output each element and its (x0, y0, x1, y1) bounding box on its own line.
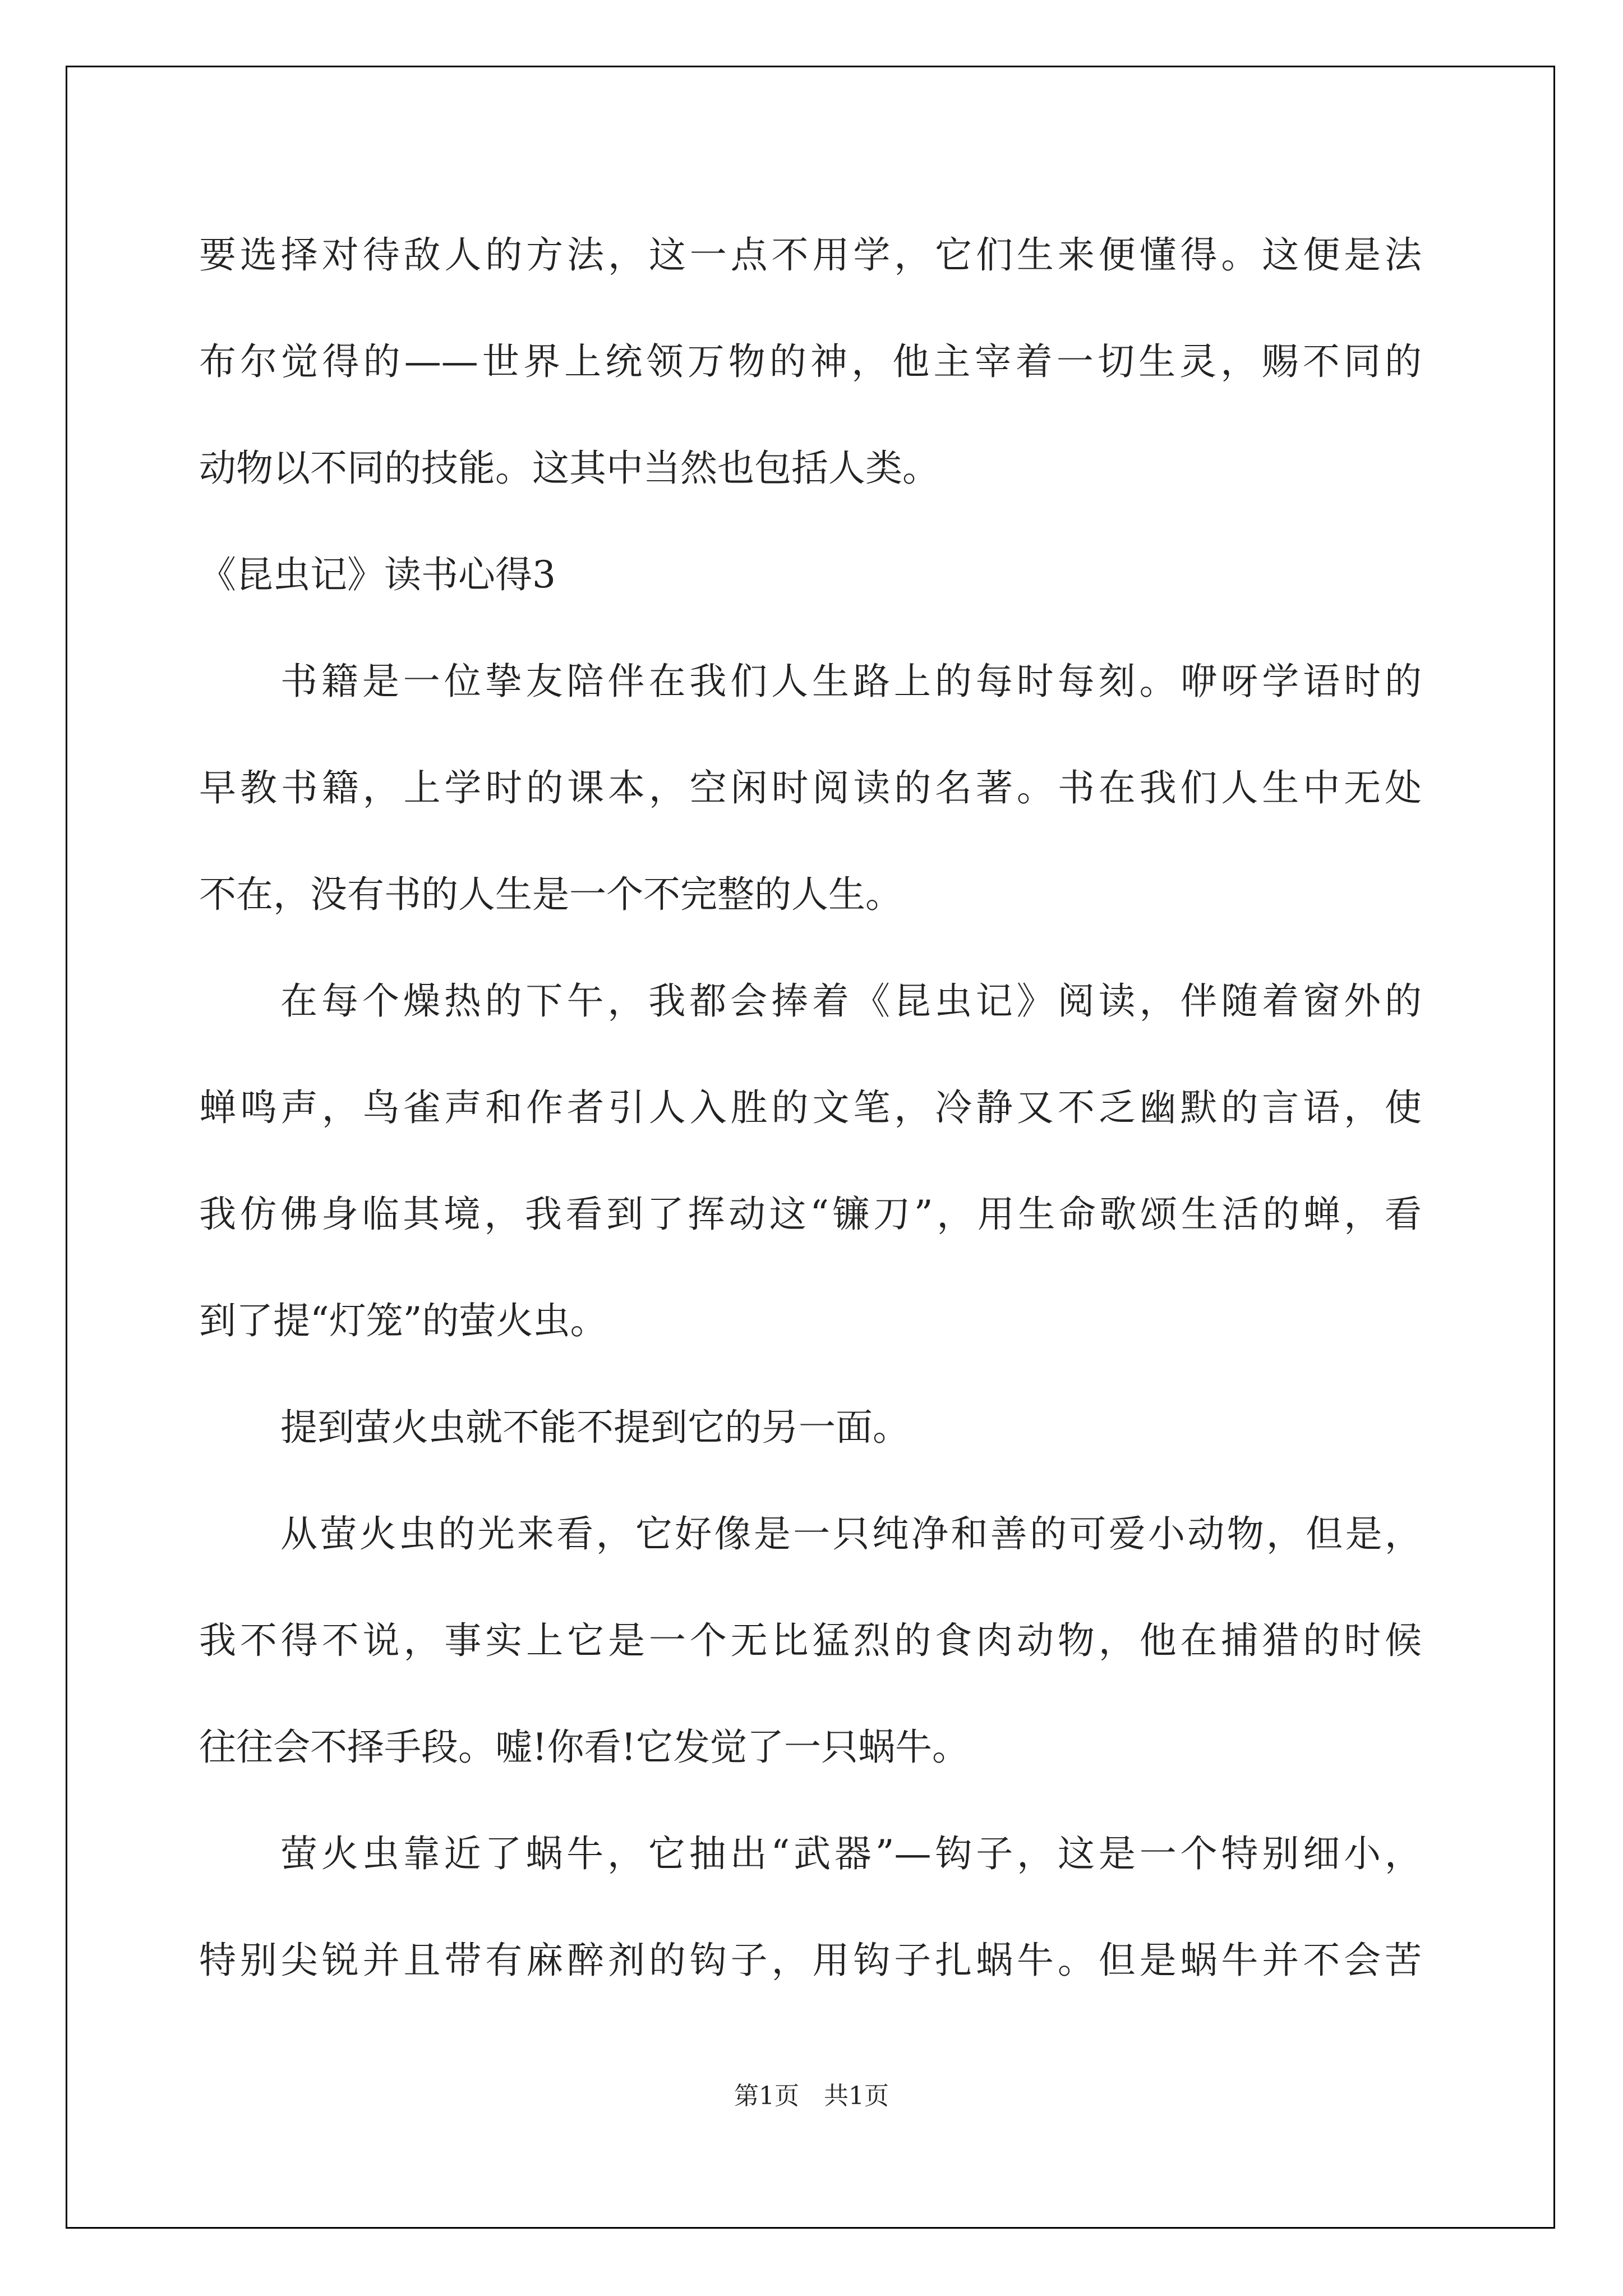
text-line: 要选择对待敌人的方法，这一点不用学，它们生来便懂得。这便是法 (199, 233, 1422, 277)
page-footer: 第1页 共1页 (734, 2082, 889, 2110)
text-line: 不在，没有书的人生是一个不完整的人生。 (199, 873, 902, 916)
text-line: 从萤火虫的光来看，它好像是一只纯净和善的可爱小动物，但是， (280, 1512, 1422, 1556)
text-line: 萤火虫靠近了蜗牛，它抽出“武器”—钩子，这是一个特别细小， (280, 1832, 1422, 1875)
text-line: 在每个燥热的下午，我都会捧着《昆虫记》阅读，伴随着窗外的 (280, 979, 1422, 1023)
text-line: 蝉鸣声，鸟雀声和作者引人入胜的文笔，冷静又不乏幽默的言语，使 (199, 1086, 1422, 1129)
text-line: 特别尖锐并且带有麻醉剂的钩子，用钩子扎蜗牛。但是蜗牛并不会苦 (199, 1939, 1422, 1982)
text-line: 书籍是一位挚友陪伴在我们人生路上的每时每刻。咿呀学语时的 (280, 660, 1422, 703)
section-heading: 《昆虫记》读书心得3 (199, 553, 556, 596)
text-line: 到了提“灯笼”的萤火虫。 (199, 1299, 607, 1342)
text-line: 早教书籍，上学时的课本，空闲时阅读的名著。书在我们人生中无处 (199, 766, 1422, 809)
text-line: 我不得不说，事实上它是一个无比猛烈的食肉动物，他在捕猎的时候 (199, 1619, 1422, 1662)
text-line: 往往会不择手段。嘘!你看!它发觉了一只蜗牛。 (199, 1726, 970, 1769)
text-line: 提到萤火虫就不能不提到它的另一面。 (280, 1406, 910, 1449)
text-line: 动物以不同的技能。这其中当然也包括人类。 (199, 447, 939, 490)
text-line: 布尔觉得的——世界上统领万物的神，他主宰着一切生灵，赐不同的 (199, 340, 1422, 383)
text-line: 我仿佛身临其境，我看到了挥动这“镰刀”，用生命歌颂生活的蝉，看 (199, 1193, 1422, 1236)
